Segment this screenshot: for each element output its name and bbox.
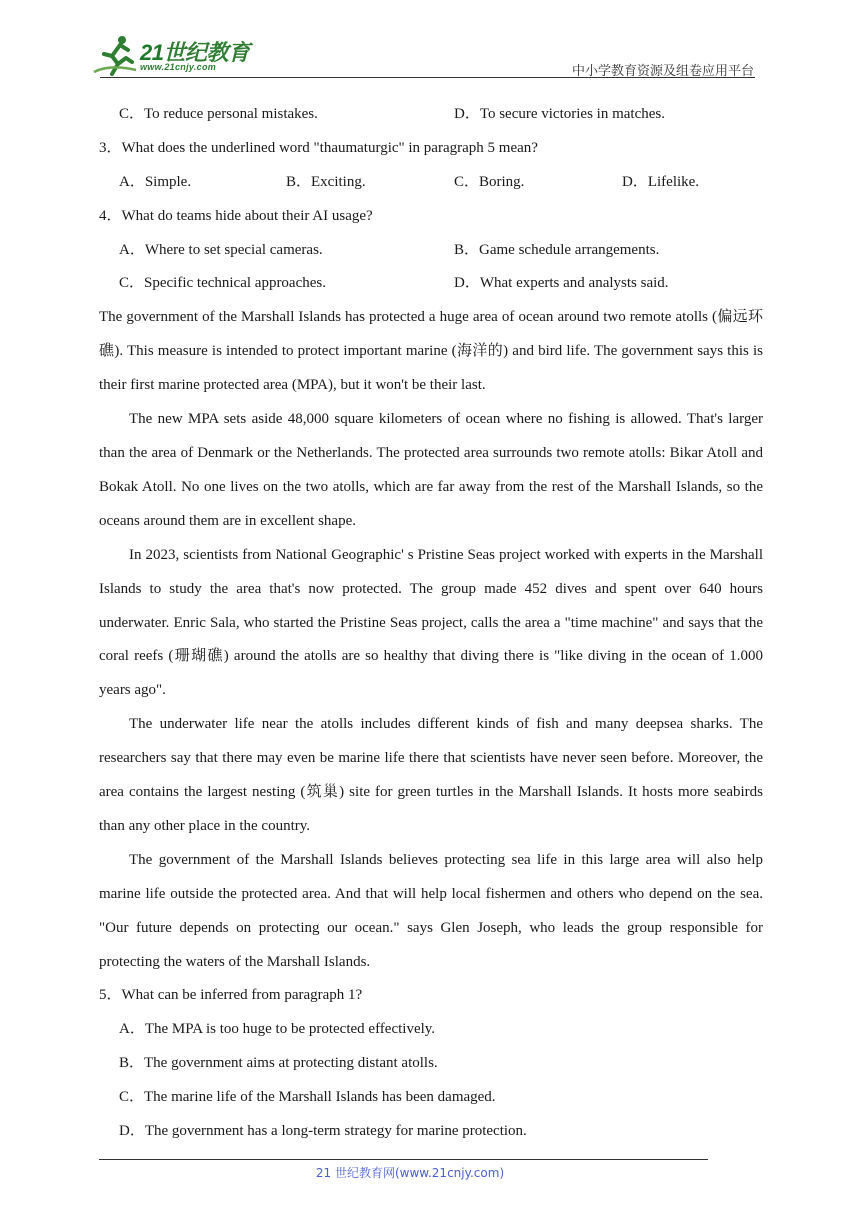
footer-divider — [99, 1159, 708, 1160]
q4-option-c: C．Specific technical approaches. — [119, 275, 326, 292]
q5-option-a: A．The MPA is too huge to be protected effectively. — [119, 1021, 436, 1038]
q3-option-b: B．Exciting. — [286, 173, 366, 190]
passage-paragraph-4: The underwater life near the atolls includes different kinds of fish and many deepsea sharks. The researchers say that there may even be marine life there that scientists have never seen before. Moreover, the area contains the largest nesting (筑巢) site for green turtles in the Marshall Islands. It hosts more seabirds than any other place in the country. — [99, 716, 763, 834]
logo-url: www.21cnjy.com — [140, 62, 217, 72]
q4-option-a: A．Where to set special cameras. — [119, 241, 323, 258]
q4-question: 4．What do teams hide about their AI usage? — [99, 207, 373, 224]
page-content — [99, 98, 763, 1149]
logo-wordmark: 21世纪教育 — [140, 40, 250, 65]
q4-options-row-2 — [99, 267, 763, 301]
site-logo — [92, 34, 262, 78]
header-divider — [100, 77, 755, 78]
q5-option-c: C．The marine life of the Marshall Islands has been damaged. — [119, 1089, 496, 1106]
page-header — [0, 0, 860, 80]
q3-question: 3．What does the underlined word "thaumaturgic" in paragraph 5 mean? — [99, 139, 538, 156]
q5-option-b: B．The government aims at protecting distant atolls. — [119, 1055, 438, 1072]
header-platform-title: 中小学教育资源及组卷应用平台 — [571, 64, 754, 79]
passage-paragraph-1: The government of the Marshall Islands has protected a huge area of ocean around two remote atolls (偏远环礁). This measure is intended to protect important marine (海洋的) and bird life. The government says this is their first marine protected area (MPA), but it won't be their last. — [99, 309, 763, 394]
q5-question: 5．What can be inferred from paragraph 1? — [99, 987, 363, 1004]
passage-paragraph-3: In 2023, scientists from National Geographic' s Pristine Seas project worked with experts in the Marshall Islands to study the area that's now protected. The group made 452 dives and spent over 640 hours underwater. Enric Sala, who started the Pristine Seas project, calls the area a "time machine" and says that the coral reefs (珊瑚礁) around the atolls are so healthy that diving there is "like diving in the ocean of 1.000 years ago". — [99, 546, 763, 699]
q4-option-b: B．Game schedule arrangements. — [454, 241, 660, 258]
q3-option-c: C．Boring. — [454, 173, 525, 190]
q3-options-row — [99, 166, 763, 200]
passage-paragraph-2: The new MPA sets aside 48,000 square kilometers of ocean where no fishing is allowed. That's larger than the area of Denmark or the Netherlands. The protected area surrounds two remote atolls: Bikar Atoll and Bokak Atoll. No one lives on the two atolls, which are far away from the rest of the Marshall Islands, so the oceans around them are in excellent shape. — [99, 411, 763, 529]
q4-option-d: D．What experts and analysts said. — [454, 275, 669, 292]
q5-option-d: D．The government has a long-term strategy for marine protection. — [119, 1123, 527, 1140]
q3-option-d: D．Lifelike. — [622, 173, 700, 190]
q4-options-row-1 — [99, 234, 763, 268]
passage-paragraph-5: The government of the Marshall Islands believes protecting sea life in this large area will also help marine life outside the protected area. And that will help local fishermen and others who depend on the sea. "Our future depends on protecting our ocean." says Glen Joseph, who leads the group responsible for protecting the waters of the Marshall Islands. — [99, 851, 763, 970]
footer-site-link[interactable]: 21 世纪教育网(www.21cnjy.com) — [315, 1166, 505, 1180]
q2-options-row — [99, 98, 763, 132]
q2-option-d: D．To secure victories in matches. — [454, 106, 665, 122]
q2-option-c: C．To reduce personal mistakes. — [119, 106, 318, 122]
q3-option-a: A．Simple. — [119, 173, 192, 190]
runner-logo-icon — [92, 34, 142, 78]
